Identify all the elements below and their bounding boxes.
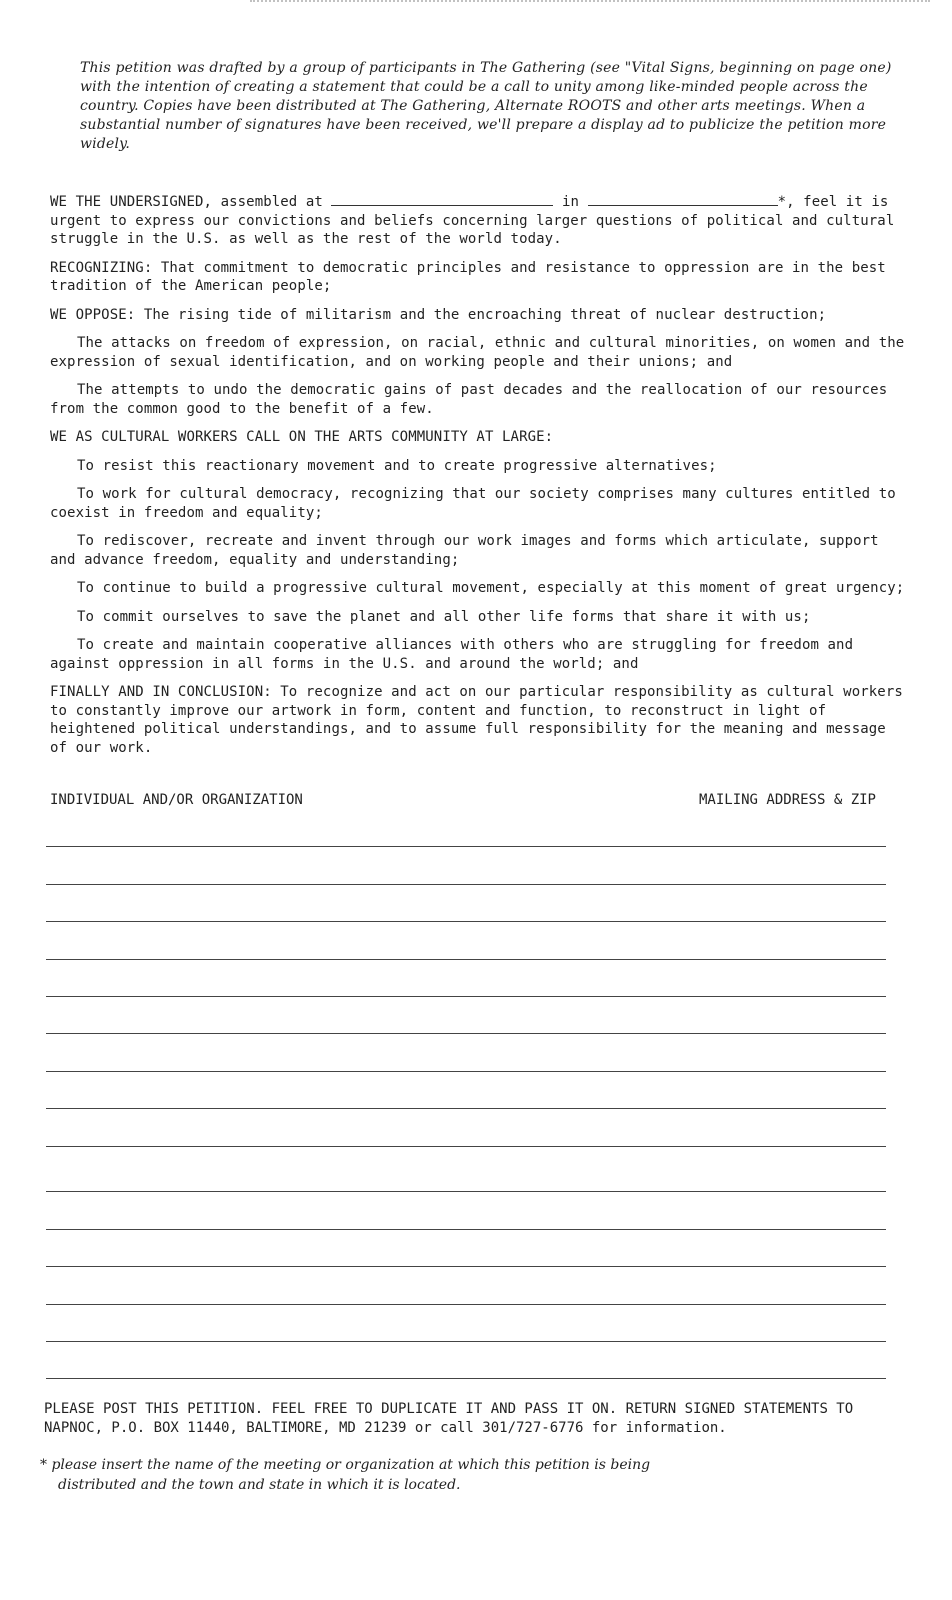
finally-label: FINALLY AND IN CONCLUSION: [50, 684, 272, 700]
call-heading: WE AS CULTURAL WORKERS CALL ON THE ARTS COMMUNITY AT LARGE: [50, 429, 554, 445]
petition-body [50, 193, 910, 767]
signature-line[interactable] [46, 959, 886, 960]
oppose-item: The attacks on freedom of expression, on racial, ethnic and cultural minorities, on women and the expression of sexual identification, and on working people and their unions; and [50, 335, 905, 370]
signature-line[interactable] [46, 1071, 886, 1072]
recognizing-text: That commitment to democratic principles and resistance to oppression are in the best tradition of the American people; [50, 259, 886, 294]
call-item: To resist this reactionary movement and to create progressive alternatives; [77, 457, 717, 474]
signature-column-headers [50, 792, 876, 808]
column-individual: INDIVIDUAL AND/OR ORGANIZATION [50, 792, 303, 808]
signature-line[interactable] [46, 1033, 886, 1034]
signature-line[interactable] [46, 996, 886, 997]
top-edge-artifact [250, 0, 930, 8]
oppose-paragraph [50, 306, 910, 325]
return-instructions: PLEASE POST THIS PETITION. FEEL FREE TO DUPLICATE IT AND PASS IT ON. RETURN SIGNED STATEMENTS TO NAPNOC, P.O. BOX 11440, BALTIMORE, MD 21239 or call 301/727-6776 for information. [44, 1401, 854, 1436]
location-blank[interactable] [588, 193, 778, 206]
call-item: To commit ourselves to save the planet and all other life forms that share it with us; [77, 608, 811, 625]
undersigned-in: in [561, 194, 580, 210]
recognizing-label: RECOGNIZING: [50, 259, 153, 276]
signature-line[interactable] [46, 1341, 886, 1342]
oppose-label: WE OPPOSE: [50, 306, 136, 323]
undersigned-rest: *, feel it is urgent to express our convictions and beliefs concerning larger questions of political and cultural struggle in the U.S. as well as the rest of the world today. [50, 194, 895, 247]
signature-line[interactable] [46, 1191, 886, 1192]
signature-line[interactable] [46, 1266, 886, 1267]
signature-line[interactable] [46, 884, 886, 885]
meeting-blank[interactable] [331, 193, 553, 206]
footnote-marker: * [40, 1457, 47, 1473]
signature-line[interactable] [46, 1378, 886, 1379]
call-item: To rediscover, recreate and invent through our work images and forms which articulate, support and advance freedom, equality and understanding; [50, 533, 879, 568]
column-address: MAILING ADDRESS & ZIP [698, 792, 876, 808]
call-item: To continue to build a progressive cultural movement, especially at this moment of great urgency; [77, 580, 905, 596]
signature-line[interactable] [46, 1304, 886, 1305]
recognizing-paragraph [50, 259, 910, 296]
undersigned-paragraph [50, 193, 910, 249]
finally-paragraph [50, 683, 910, 757]
signature-line[interactable] [46, 846, 886, 847]
undersigned-lead: WE THE UNDERSIGNED, assembled at [50, 194, 323, 210]
footnote-line-1: please insert the name of the meeting or organization at which this petition is being [51, 1457, 651, 1473]
intro-text: This petition was drafted by a group of participants in The Gathering (see "Vital Signs, beginning on page one) with the intention of creating a statement that could be a call to unity among like-minded people across the country. Copies have been distributed at The Gathering, Alternate ROOTS and other arts meetings. When a substantial number of signatures have been received, we'll prepare a display ad to publicize the petition more widely. [80, 60, 892, 152]
signature-line[interactable] [46, 1108, 886, 1109]
signature-line[interactable] [46, 1229, 886, 1230]
call-item: To work for cultural democracy, recognizing that our society comprises many cultures entitled to coexist in freedom and equality; [50, 486, 896, 521]
finally-text: To recognize and act on our particular responsibility as cultural workers to constantly improve our artwork in form, content and function, to reconstruct in light of heightened political understandings, and to assume full responsibility for the meaning and message of our work. [50, 684, 903, 756]
signature-line[interactable] [46, 921, 886, 922]
intro-paragraph [54, 59, 914, 154]
footnote-line-2: distributed and the town and state in which it is located. [58, 1477, 461, 1493]
footnote [40, 1455, 900, 1495]
call-item: To create and maintain cooperative alliances with others who are struggling for freedom and against oppression in all forms in the U.S. and around the world; and [50, 637, 854, 672]
oppose-text: The rising tide of militarism and the encroaching threat of nuclear destruction; [143, 306, 827, 323]
oppose-item: The attempts to undo the democratic gains of past decades and the reallocation of our resources from the common good to the benefit of a few. [50, 382, 888, 417]
signature-line[interactable] [46, 1146, 886, 1147]
